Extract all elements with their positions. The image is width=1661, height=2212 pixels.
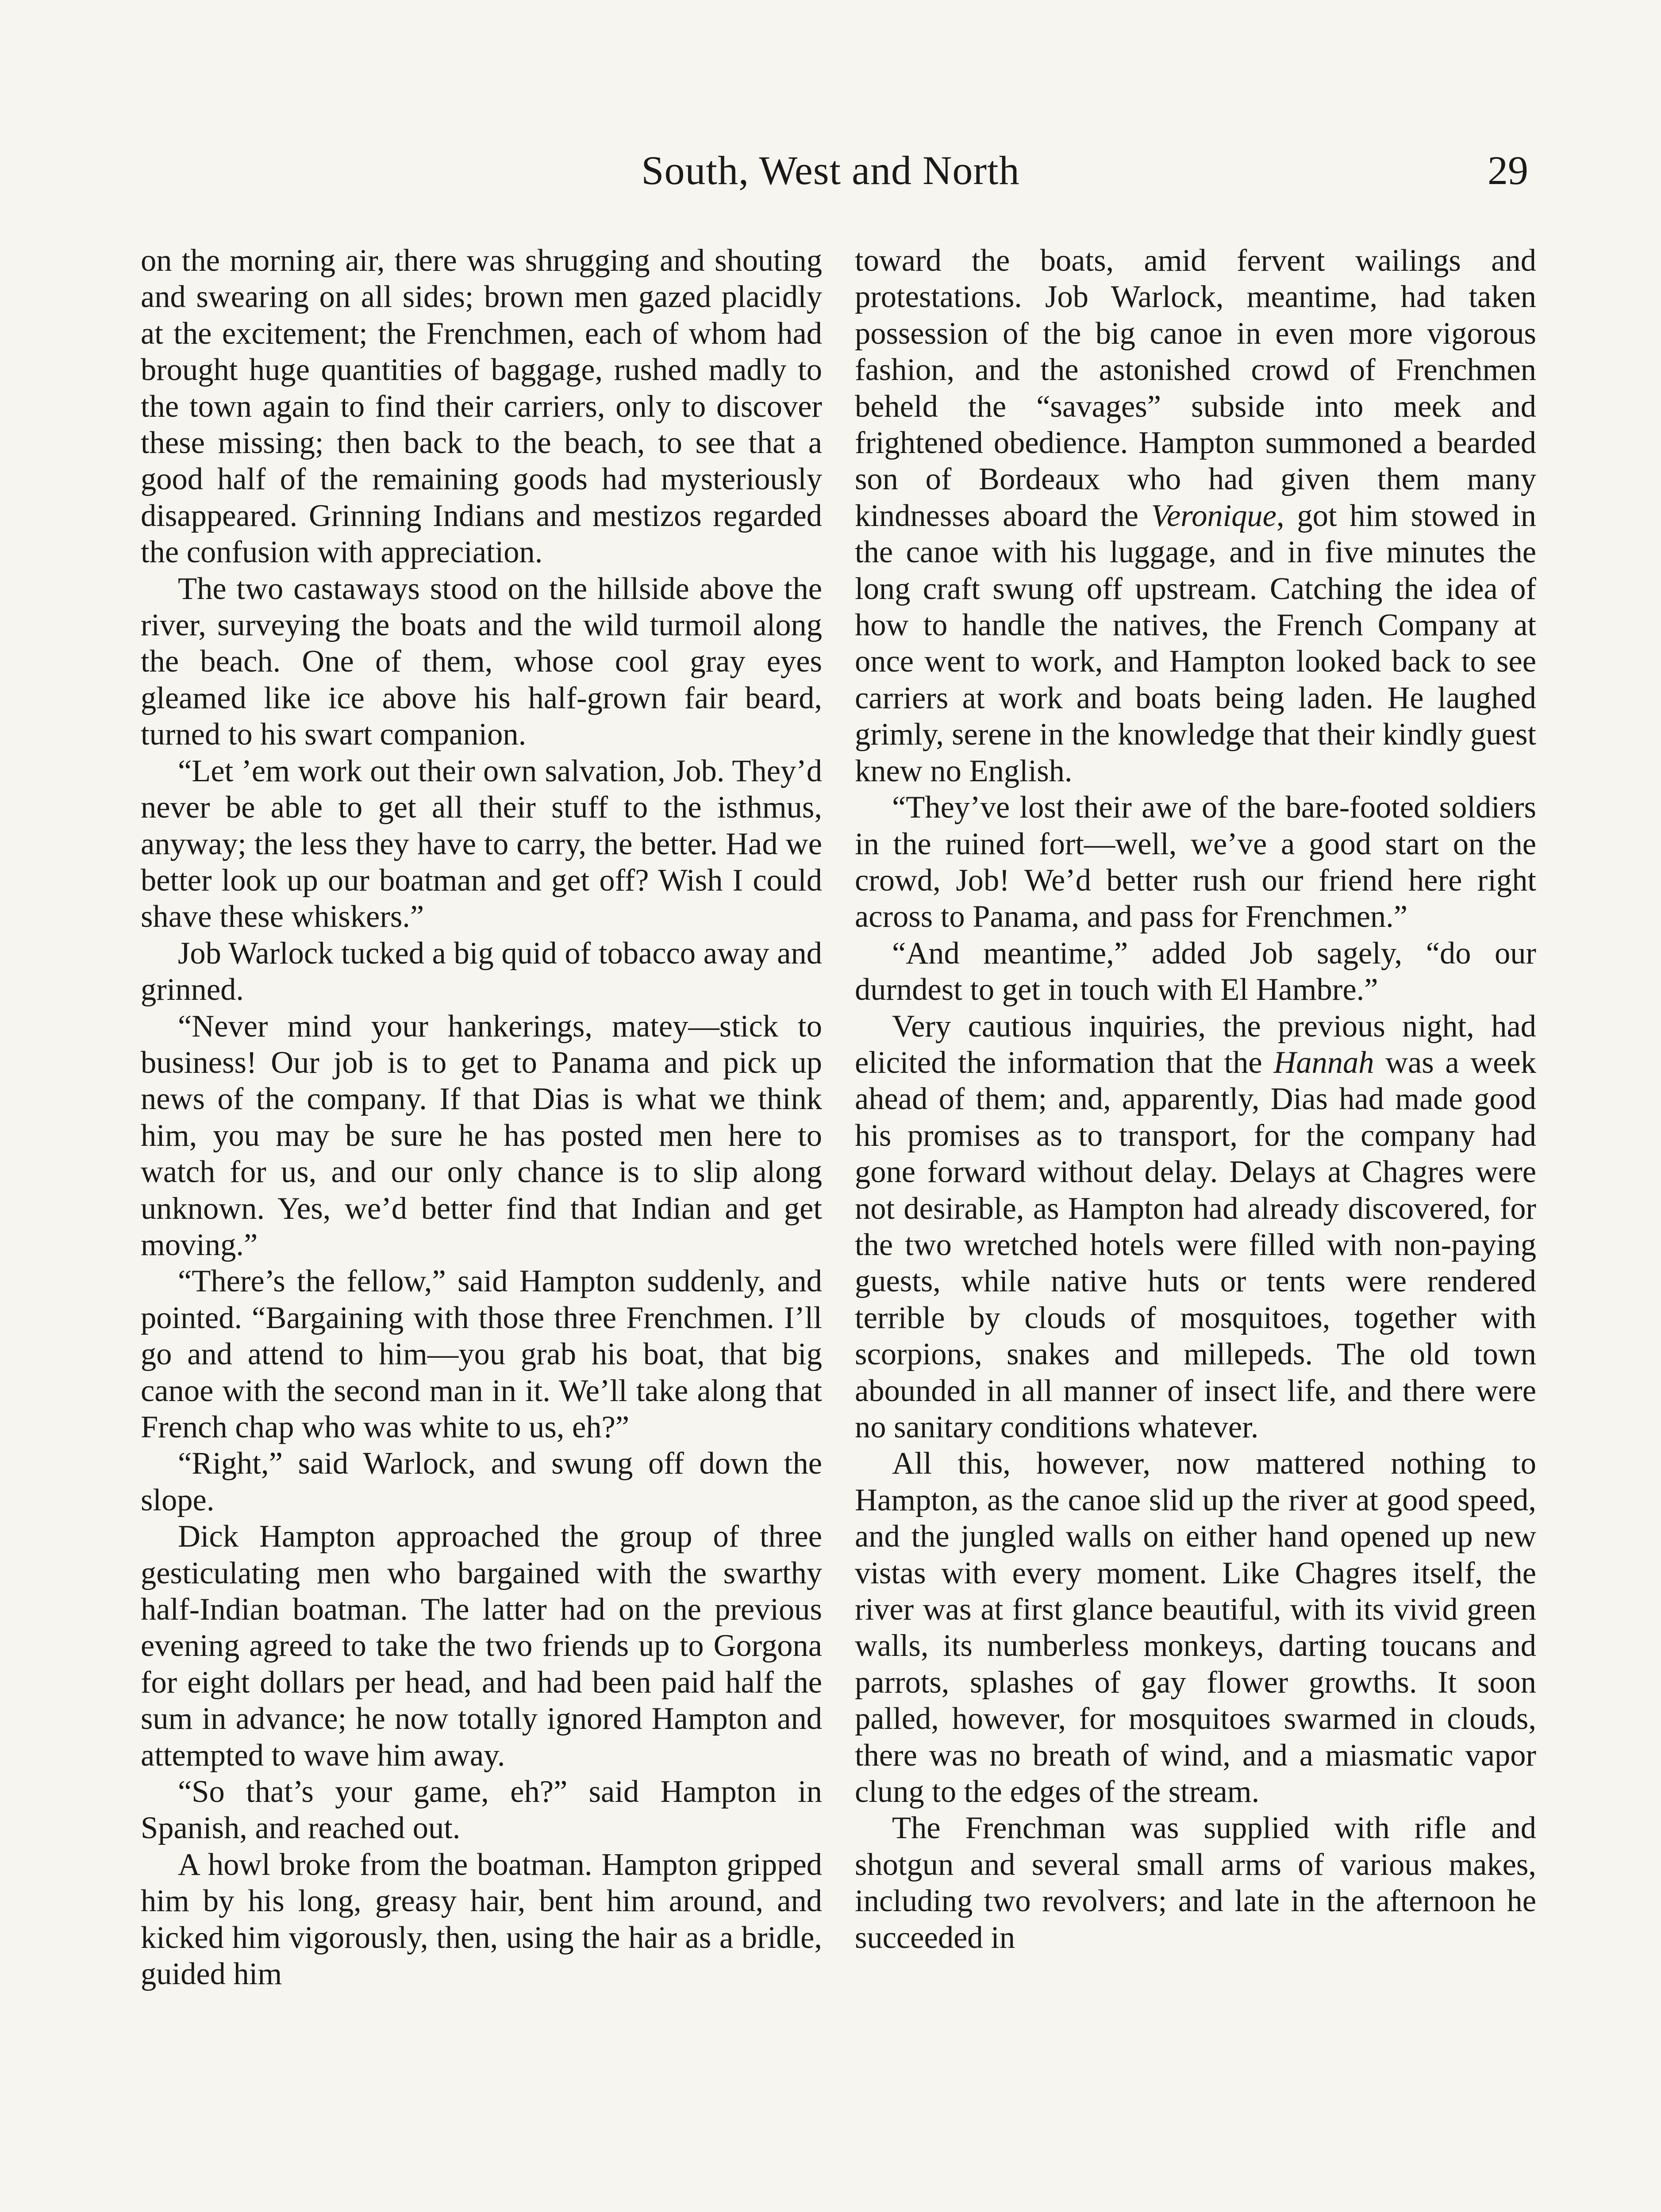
paragraph: “And meantime,” added Job sagely, “do our durndest to get in touch with El Hambre.”	[855, 936, 1536, 1007]
paragraph: “They’ve lost their awe of the bare-footed soldiers in the ruined fort—well, we’ve a good start on the crowd, Job! We’d better rush our friend here right across to Panama, and pass for Frenchmen.”	[855, 790, 1536, 934]
ship-name: Veronique	[1151, 498, 1277, 533]
page-number: 29	[1488, 148, 1528, 193]
paragraph	[855, 242, 1536, 789]
right-column	[855, 242, 1536, 1956]
paragraph	[855, 1008, 1536, 1446]
paragraph: “Let ’em work out their own salvation, Job. They’d never be able to get all their stuff to the isthmus, anyway; the less they have to carry, the better. Had we better look up our boatman and get off? Wish I could shave these whiskers.”	[141, 753, 822, 934]
paragraph: The Frenchman was supplied with rifle and shotgun and several small arms of various makes, including two revolvers; and late in the afternoon he succeeded in	[855, 1811, 1536, 1955]
ship-name: Hannah	[1273, 1045, 1374, 1080]
paragraph: on the morning air, there was shrugging and shouting and swearing on all sides; brown men gazed placidly at the excitement; the Frenchmen, each of whom had brought huge quantities of baggage, rushed madly to the town again to find their carriers, only to discover these missing; then back to the beach, to see that a good half of the remaining goods had mysteriously disappeared. Grinning Indians and mestizos regarded the confusion with appreciation.	[141, 243, 822, 570]
running-head	[0, 144, 1661, 206]
paragraph: Job Warlock tucked a big quid of tobacco away and grinned.	[141, 936, 822, 1007]
paragraph: Dick Hampton approached the group of three gesticulating men who bargained with the swarthy half-Indian boatman. The latter had on the previous evening agreed to take the two friends up to Gorgona for eight dollars per head, and had been paid half the sum in advance; he now totally ignored Hampton and attempted to wave him away.	[141, 1519, 822, 1773]
paragraph: A howl broke from the boatman. Hampton gripped him by his long, greasy hair, bent him around, and kicked him vigorously, then, using the hair as a bridle, guided him	[141, 1847, 822, 1992]
paragraph: All this, however, now mattered nothing to Hampton, as the canoe slid up the river at good speed, and the jungled walls on either hand opened up new vistas with every moment. Like Chagres itself, the river was at first glance beautiful, with its vivid green walls, its numberless monkeys, darting toucans and parrots, splashes of gay flower growths. It soon palled, however, for mosquitoes swarmed in clouds, there was no breath of wind, and a miasmatic vapor clung to the edges of the stream.	[855, 1446, 1536, 1809]
paragraph: “Right,” said Warlock, and swung off down the slope.	[141, 1446, 822, 1517]
paragraph: “There’s the fellow,” said Hampton suddenly, and pointed. “Bargaining with those three Frenchmen. I’ll go and attend to him—you grab his boat, that big canoe with the second man in it. We’ll take along that French chap who was white to us, eh?”	[141, 1264, 822, 1444]
running-title: South, West and North	[641, 148, 1020, 193]
paragraph-text: toward the boats, amid fervent wailings and protestations. Job Warlock, meantime, had taken possession of the big canoe in even more vigorous fashion, and the astonished crowd of Frenchmen beheld the “savages” subside into meek and frightened obedience. Hampton summoned a bearded son of Bordeaux who had given them many kindnesses aboard the	[855, 243, 1536, 533]
paragraph: The two castaways stood on the hillside above the river, surveying the boats and the wild turmoil along the beach. One of them, whose cool gray eyes gleamed like ice above his half-grown fair beard, turned to his swart companion.	[141, 571, 822, 752]
paragraph: “So that’s your game, eh?” said Hampton in Spanish, and reached out.	[141, 1774, 822, 1846]
paragraph-text: , got him stowed in the canoe with his luggage, and in five minutes the long craft swung off upstream. Catching the idea of how to handle the natives, the French Company at once went to work, and Hampton looked back to see carriers at work and boats being laden. He laughed grimly, serene in the knowledge that their kindly guest knew no English.	[855, 498, 1536, 788]
paragraph: “Never mind your hankerings, matey—stick to business! Our job is to get to Panama and pick up news of the company. If that Dias is what we think him, you may be sure he has posted men here to watch for us, and our only chance is to slip along unknown. Yes, we’d better find that Indian and get moving.”	[141, 1009, 822, 1262]
left-column	[141, 242, 822, 1993]
paragraph-text: was a week ahead of them; and, apparently, Dias had made good his promises as to transport, for the company had gone forward without delay. Delays at Chagres were not desirable, as Hampton had already discovered, for the two wretched hotels were filled with non-paying guests, while native huts or tents were rendered terrible by clouds of mosquitoes, together with scorpions, snakes and millepeds. The old town abounded in all manner of insect life, and there were no sanitary conditions whatever.	[855, 1045, 1536, 1444]
paragraph-text: Very cautious inquiries, the previous night, had elicited the information that the	[855, 1009, 1536, 1080]
